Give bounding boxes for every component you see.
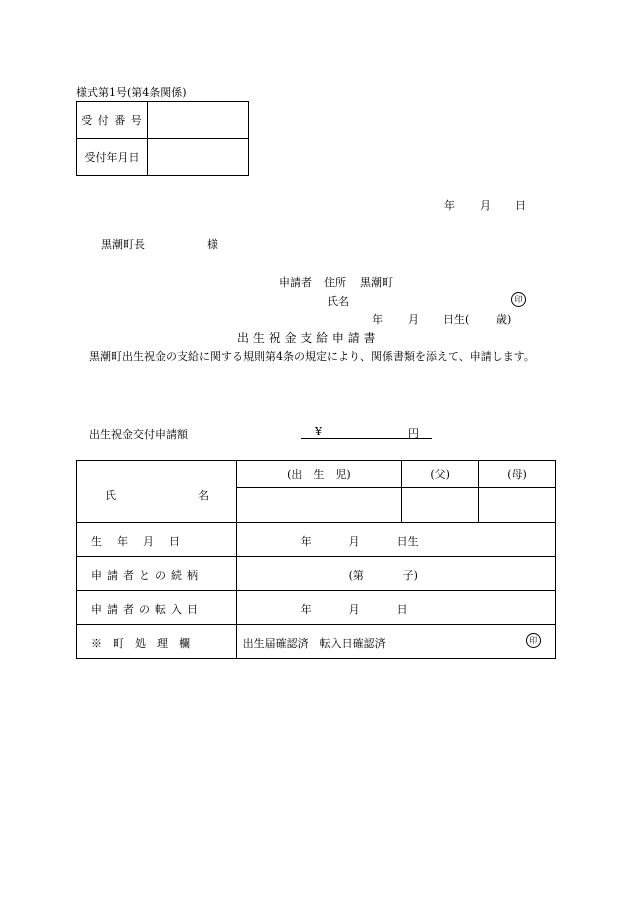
dob-day: 日生( bbox=[443, 313, 470, 326]
birth-year: 年 bbox=[300, 535, 312, 548]
child-name-field[interactable] bbox=[236, 488, 402, 523]
relation-label: 申請者との続柄 bbox=[91, 569, 203, 582]
office-label: ※ 町 処 理 欄 bbox=[91, 637, 190, 650]
amount-label: 出生祝金交付申請額 bbox=[89, 428, 188, 441]
form-reference: 様式第1号(第4条関係) bbox=[76, 86, 187, 99]
movein-label: 申請者の転入日 bbox=[91, 603, 203, 616]
office-seal-icon: 印 bbox=[526, 633, 541, 648]
receipt-number-field[interactable] bbox=[148, 102, 249, 139]
birth-month: 月 bbox=[348, 535, 360, 548]
addressee-mayor: 黒潮町長 bbox=[101, 238, 145, 251]
seal-icon: 印 bbox=[511, 292, 526, 307]
col-father-header: (父) bbox=[402, 461, 479, 488]
birth-label: 生 年 月 日 bbox=[91, 535, 182, 548]
applicant-address-value: 黒潮町 bbox=[360, 276, 393, 289]
date-month: 月 bbox=[480, 199, 491, 212]
receipt-date-field[interactable] bbox=[148, 139, 249, 176]
main-table bbox=[76, 460, 556, 659]
dob-month: 月 bbox=[408, 313, 419, 326]
office-value-cell bbox=[236, 625, 555, 659]
applicant-name-label: 氏名 bbox=[327, 295, 349, 308]
col-child-header: (出 生 児) bbox=[236, 461, 402, 488]
birth-value-cell[interactable] bbox=[236, 523, 555, 557]
name-label-part1: 氏 bbox=[105, 489, 116, 502]
document-title: 出 生 祝 金 支 給 申 請 書 bbox=[237, 331, 376, 345]
applicant-role-label: 申請者 bbox=[279, 276, 312, 289]
receipt-box bbox=[76, 101, 249, 176]
amount-underline bbox=[301, 438, 432, 439]
office-value: 出生届確認済 転入日確認済 bbox=[242, 637, 386, 650]
receipt-number-label: 受 付 番 号 bbox=[77, 102, 148, 139]
movein-month: 月 bbox=[348, 603, 360, 616]
birth-label-cell bbox=[77, 523, 237, 557]
col-mother-header: (母) bbox=[479, 461, 556, 488]
age-suffix: 歳) bbox=[496, 313, 512, 326]
relation-suffix: 子) bbox=[402, 569, 418, 582]
relation-value-cell[interactable] bbox=[236, 557, 555, 591]
date-year: 年 bbox=[444, 199, 455, 212]
office-label-cell bbox=[77, 625, 237, 659]
birth-day: 日生 bbox=[396, 535, 419, 548]
statement-text: 黒潮町出生祝金の支給に関する規則第4条の規定により、関係書類を添えて、申請します。 bbox=[89, 350, 535, 363]
name-label-part2: 名 bbox=[198, 489, 209, 502]
applicant-address-label: 住所 bbox=[324, 276, 346, 289]
yen-unit: 円 bbox=[408, 427, 419, 440]
date-day: 日 bbox=[515, 199, 526, 212]
movein-day: 日 bbox=[396, 603, 408, 616]
father-name-field[interactable] bbox=[402, 488, 479, 523]
dob-year: 年 bbox=[372, 313, 383, 326]
relation-prefix: (第 bbox=[348, 569, 364, 582]
mother-name-field[interactable] bbox=[479, 488, 556, 523]
yen-sign: ¥ bbox=[315, 425, 322, 438]
receipt-date-label: 受付年月日 bbox=[77, 139, 148, 176]
movein-label-cell bbox=[77, 591, 237, 625]
movein-value-cell[interactable] bbox=[236, 591, 555, 625]
addressee-honorific: 様 bbox=[207, 238, 218, 251]
movein-year: 年 bbox=[300, 603, 312, 616]
name-label-cell bbox=[77, 461, 237, 523]
relation-label-cell bbox=[77, 557, 237, 591]
